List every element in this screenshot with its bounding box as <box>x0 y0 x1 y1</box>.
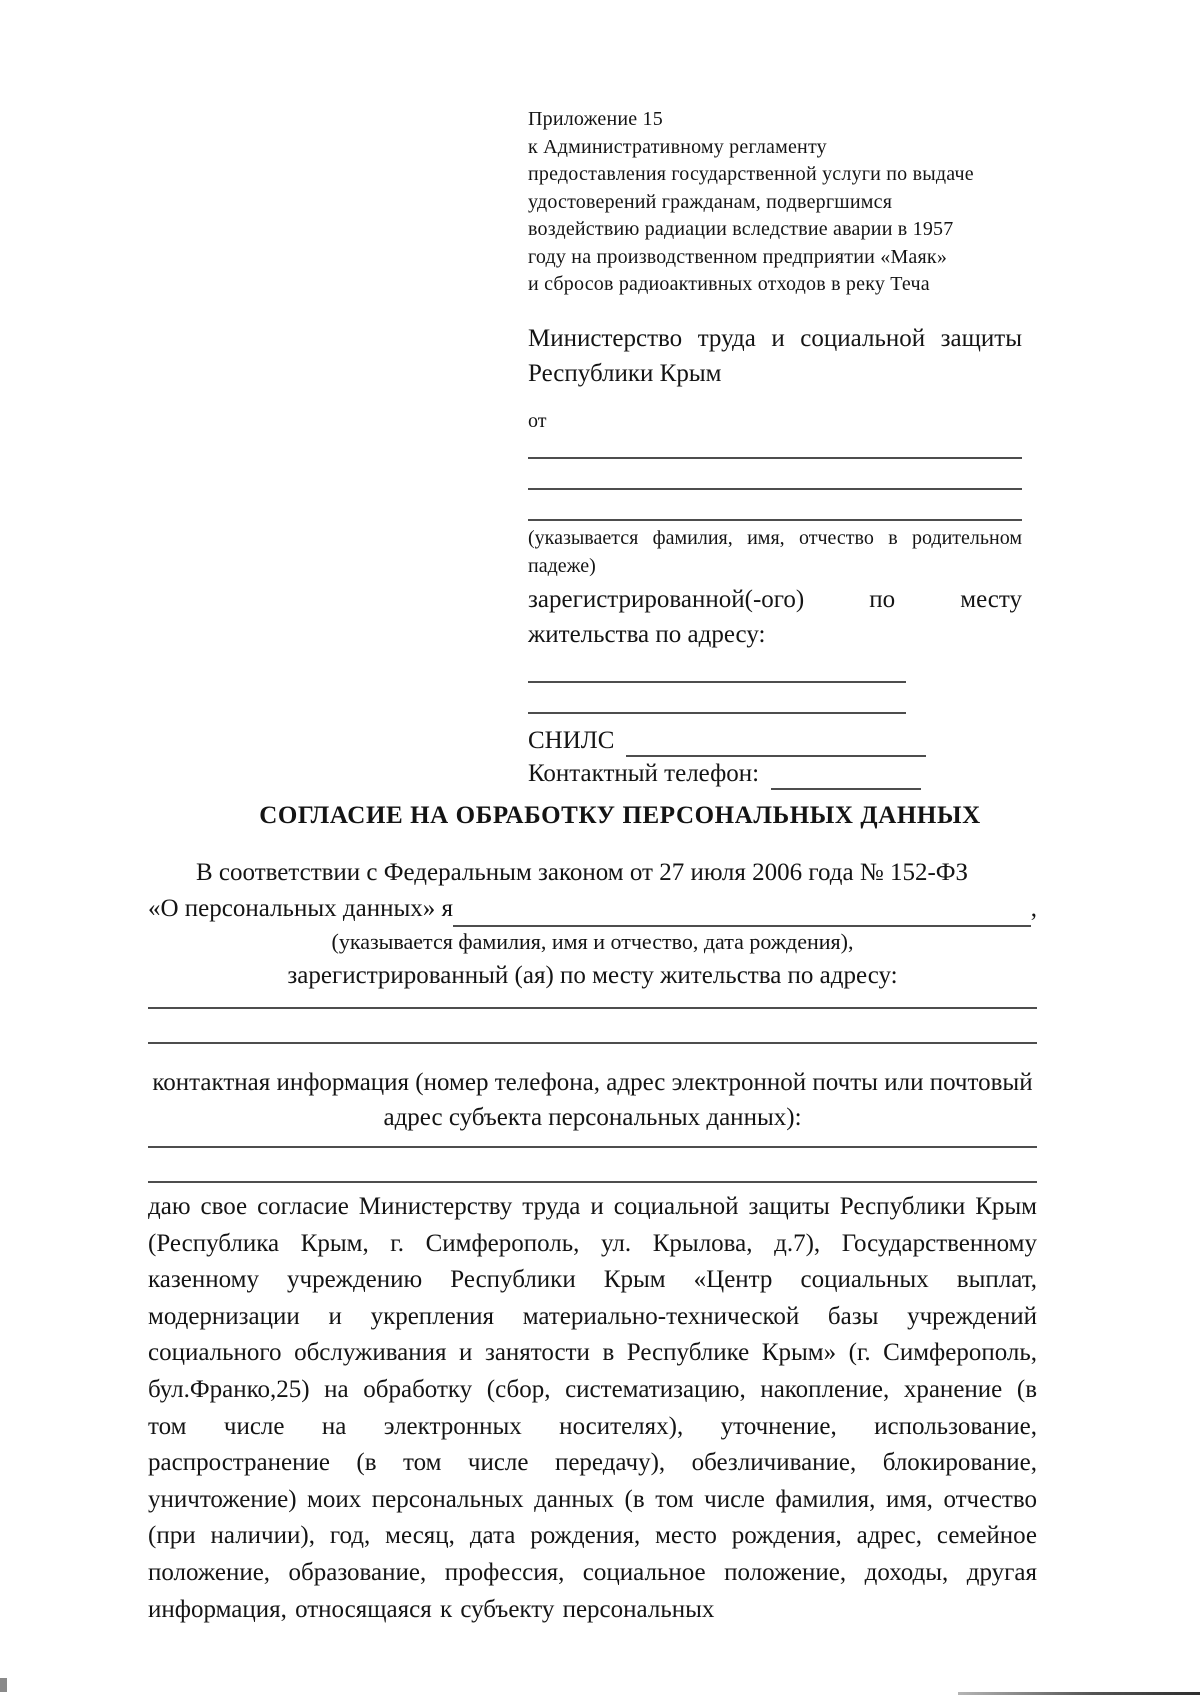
phone-blank <box>771 761 921 790</box>
applicant-name-blank-1 <box>528 433 1022 459</box>
appendix-note <box>528 106 1022 299</box>
addressee-column <box>528 106 1022 790</box>
contact-info-blank-2 <box>148 1148 1037 1183</box>
snils-label: СНИЛС <box>528 726 615 754</box>
document-title: СОГЛАСИЕ НА ОБРАБОТКУ ПЕРСОНАЛЬНЫХ ДАННЫХ <box>259 802 981 829</box>
residence-address-blank-1 <box>148 995 1037 1009</box>
document-body <box>148 855 1037 1628</box>
applicant-name-blank-3 <box>528 490 1022 521</box>
ministry-name: Министерство труда и социальной защиты Республики Крым <box>528 324 1022 387</box>
declarant-name-blank <box>453 895 1031 927</box>
applicant-name-blank-2 <box>528 459 1022 490</box>
intro-law-reference: В соответствии с Федеральным законом от 27 июля 2006 года № 152-ФЗ <box>196 859 969 886</box>
from-label: от <box>528 409 547 432</box>
address-blank-1 <box>528 652 906 683</box>
intro-declarant-row <box>148 891 1037 927</box>
snils-blank <box>626 728 926 757</box>
phone-label: Контактный телефон: <box>528 759 760 787</box>
appendix-line: и сбросов радиоактивных отходов в реку Теча <box>528 273 930 295</box>
fio-genitive-caption: (указывается фамилия, имя, отчество в родительном падеже) <box>528 526 1022 577</box>
address-blank-2 <box>528 683 906 714</box>
consent-paragraph: даю свое согласие Министерству труда и социальной защиты Республики Крым (Республика Крым, г. Симферополь, ул. Крылова, д.7), Государственному казенному учреждению Республики Крым «Центр социальных выплат, модернизации и укрепления материально-технической базы учреждений социального обслуживания и занятости в Республике Крым» (г. Симферополь, бул.Франко,25) на обработку (сбор, систематизацию, накопление, хранение (в том числе на электронных носителях), уточнение, использование, распространение (в том числе передачу), обезличивание, блокирование, уничтожение) моих персональных данных (в том числе фамилия, имя, отчество (при наличии), год, месяц, дата рождения, место рождения, адрес, семейное положение, образование, профессия, социальное положение, доходы, другая информация, относящаяся к субъекту персональных <box>148 1193 1037 1623</box>
registered-at-address-label: зарегистрированной(-ого) по месту жительства по адресу: <box>528 585 1022 648</box>
contact-info-caption: контактная информация (номер телефона, адрес электронной почты или почтовый адрес субъекта персональных данных): <box>152 1069 1033 1131</box>
appendix-line: воздействию радиации вследствие аварии в 1957 <box>528 218 954 240</box>
scan-artifact-mark <box>0 1678 7 1692</box>
appendix-line: Приложение 15 <box>528 108 663 130</box>
intro-declarant-suffix: , <box>1030 895 1037 922</box>
appendix-line: к Административному регламенту <box>528 135 827 158</box>
snils-row <box>528 724 1022 757</box>
intro-declarant-prefix: «О персональных данных» я <box>148 895 453 922</box>
registered-address-label: зарегистрированный (ая) по месту жительства по адресу: <box>287 962 898 989</box>
residence-address-blank-2 <box>148 1009 1037 1044</box>
appendix-line: удостоверений гражданам, подвергшимся <box>528 190 893 213</box>
phone-row <box>528 757 1022 790</box>
appendix-line: году на производственном предприятии «Маяк» <box>528 245 948 268</box>
scan-artifact-line <box>958 1692 1200 1695</box>
contact-info-blank-1 <box>148 1135 1037 1148</box>
appendix-line: предоставления государственной услуги по выдаче <box>528 163 974 185</box>
fio-birthdate-caption: (указывается фамилия, имя и отчество, дата рождения), <box>331 929 854 954</box>
